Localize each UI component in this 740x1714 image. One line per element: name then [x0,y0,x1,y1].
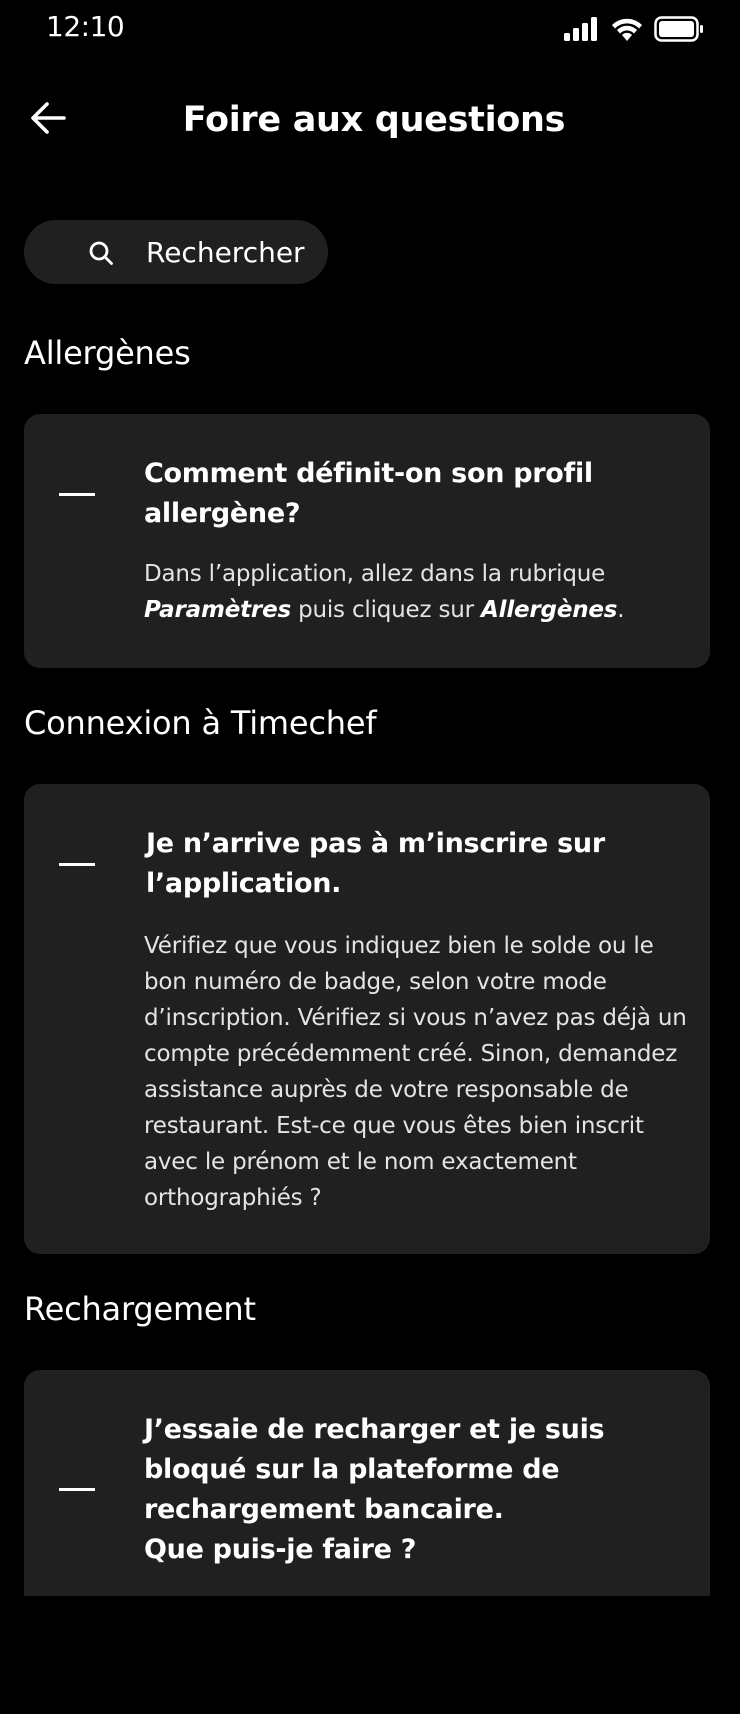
header [0,88,740,158]
search-icon [88,240,114,266]
collapse-icon[interactable] [59,493,95,496]
battery-icon [654,16,704,42]
faq-answer-link-allergenes: Allergènes [481,597,618,623]
status-icons [564,14,704,44]
faq-question[interactable]: Comment définit-on son profil allergène? [144,458,593,529]
faq-question-line: J’essaie de recharger et je suis bloqué sur la plateforme de rechargement bancaire. [144,1414,605,1525]
faq-answer-text: . [617,597,625,623]
faq-answer-link-parametres: Paramètres [144,597,291,623]
faq-card-allergenes[interactable] [24,414,710,668]
status-bar [0,0,740,56]
faq-question[interactable] [144,1410,684,1570]
page-title: Foire aux questions [182,100,566,140]
section-title-connexion: Connexion à Timechef [24,704,377,742]
search-input[interactable] [146,220,316,284]
section-title-rechargement: Rechargement [24,1290,256,1328]
faq-card-rechargement[interactable] [24,1370,710,1596]
faq-answer-text: puis cliquez sur [298,597,474,623]
wifi-icon [610,16,644,42]
faq-answer: Vérifiez que vous indiquez bien le solde ou le bon numéro de badge, selon votre mode d’inscription. Vérifiez si vous n’avez pas déjà un compte précédemment créé. Sinon, demandez assistance auprès de votre responsable de restaurant. Est-ce que vous êtes bien inscrit avec le prénom et le nom exactement orthographiés ? [144,933,687,1211]
collapse-icon[interactable] [59,1488,95,1491]
faq-question[interactable]: Je n’arrive pas à m’inscrire sur l’application. [146,828,605,899]
search-bar[interactable] [24,220,328,284]
faq-answer [144,556,696,628]
collapse-icon[interactable] [59,863,95,866]
status-time: 12:10 [46,10,125,43]
faq-answer-text: Dans l’application, allez dans la rubrique [144,561,606,587]
faq-question-line: Que puis-je faire ? [144,1534,417,1565]
faq-card-connexion[interactable] [24,784,710,1254]
section-title-allergenes: Allergènes [24,334,191,372]
cellular-signal-icon [564,17,600,41]
